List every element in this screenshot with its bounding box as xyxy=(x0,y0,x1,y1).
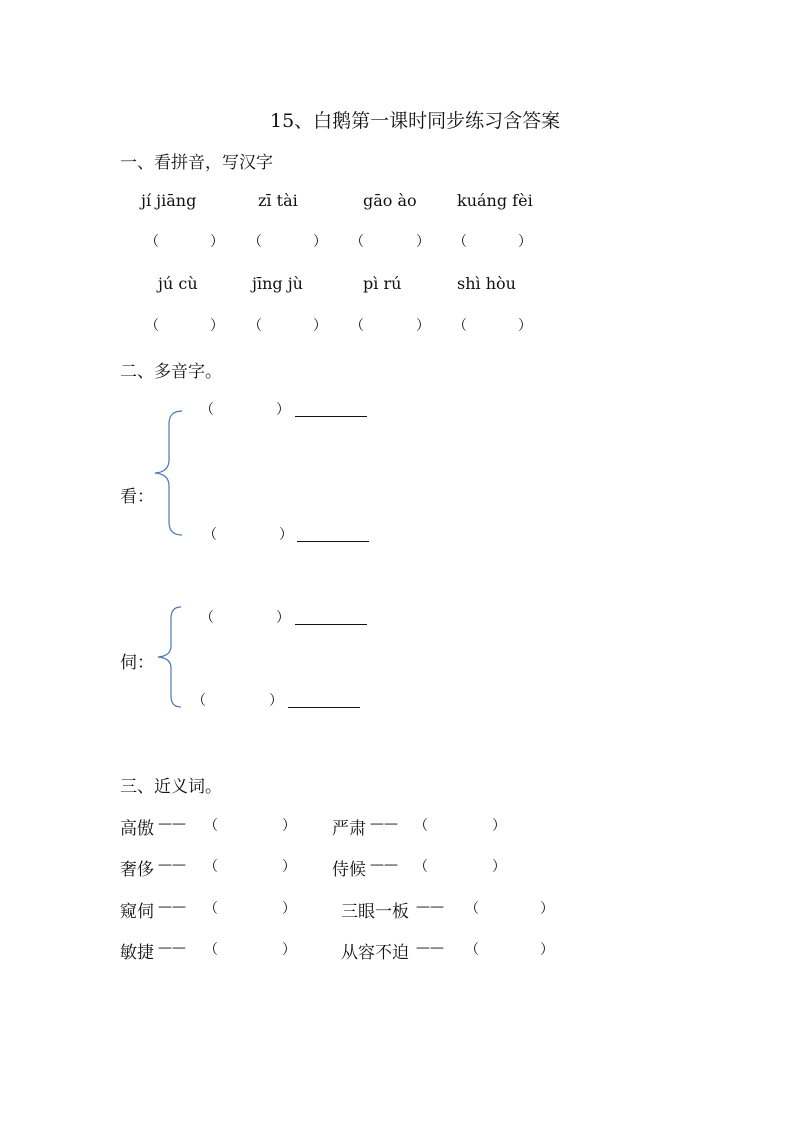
pinyin-item: jí jiāng xyxy=(141,191,197,210)
answer-blank-open: （ xyxy=(204,859,218,875)
page-title: 15、白鹅第一课时同步练习含答案 xyxy=(270,110,561,132)
answer-blank-close: ） xyxy=(210,234,224,250)
dash: —— xyxy=(370,816,398,832)
answer-blank-close: ） xyxy=(313,234,327,250)
answer-blank-open: （ xyxy=(200,402,214,418)
pinyin-item: shì hòu xyxy=(457,274,516,293)
answer-blank-close: ） xyxy=(313,318,327,334)
synonym-word: 从容不迫 xyxy=(341,943,409,963)
section-2-heading: 二、多音字。 xyxy=(120,362,222,382)
answer-blank-open: （ xyxy=(204,901,218,917)
answer-blank-open: （ xyxy=(350,318,364,334)
answer-blank-open: （ xyxy=(414,818,428,834)
section-1-heading: 一、看拼音，写汉字 xyxy=(120,153,273,173)
section-3-heading: 三、近义词。 xyxy=(120,777,222,797)
polyphone-char: 看： xyxy=(120,487,154,507)
answer-blank-open: （ xyxy=(465,942,479,958)
answer-blank-close: ） xyxy=(276,610,290,626)
answer-blank-close: ） xyxy=(492,859,506,875)
dash: —— xyxy=(158,899,186,915)
synonym-word: 侍候 xyxy=(332,860,366,880)
answer-blank-close: ） xyxy=(416,234,430,250)
synonym-word: 奢侈 xyxy=(120,860,154,880)
answer-blank-close: ） xyxy=(282,859,296,875)
brace-icon xyxy=(155,606,185,712)
answer-line xyxy=(295,624,367,625)
answer-blank-open: （ xyxy=(465,901,479,917)
answer-blank-close: ） xyxy=(416,318,430,334)
answer-blank-open: （ xyxy=(453,234,467,250)
dash: —— xyxy=(416,899,444,915)
answer-blank-close: ） xyxy=(279,527,293,543)
synonym-word: 高傲 xyxy=(120,819,154,839)
answer-line xyxy=(295,416,367,417)
answer-blank-close: ） xyxy=(540,942,554,958)
answer-blank-open: （ xyxy=(414,859,428,875)
answer-blank-open: （ xyxy=(204,942,218,958)
answer-line xyxy=(297,541,369,542)
synonym-word: 严肃 xyxy=(332,819,366,839)
synonym-word: 窥伺 xyxy=(120,902,154,922)
brace-icon xyxy=(152,410,188,540)
answer-blank-close: ） xyxy=(269,693,283,709)
dash: —— xyxy=(370,857,398,873)
answer-blank-open: （ xyxy=(192,693,206,709)
dash: —— xyxy=(416,940,444,956)
answer-blank-open: （ xyxy=(248,318,262,334)
dash: —— xyxy=(158,816,186,832)
pinyin-item: jīng jù xyxy=(252,274,303,293)
pinyin-item: zī tài xyxy=(258,191,298,210)
answer-blank-close: ） xyxy=(282,901,296,917)
dash: —— xyxy=(158,940,186,956)
answer-blank-close: ） xyxy=(276,402,290,418)
pinyin-item: gāo ào xyxy=(363,191,417,210)
answer-blank-open: （ xyxy=(350,234,364,250)
answer-blank-close: ） xyxy=(282,942,296,958)
answer-blank-open: （ xyxy=(453,318,467,334)
pinyin-item: kuáng fèi xyxy=(457,191,533,210)
answer-blank-close: ） xyxy=(492,818,506,834)
answer-blank-open: （ xyxy=(248,234,262,250)
synonym-word: 三眼一板 xyxy=(341,902,409,922)
answer-blank-open: （ xyxy=(203,527,217,543)
pinyin-item: jú cù xyxy=(158,274,198,293)
polyphone-char: 伺： xyxy=(120,653,154,673)
answer-blank-open: （ xyxy=(145,318,159,334)
answer-line xyxy=(288,707,360,708)
answer-blank-close: ） xyxy=(518,234,532,250)
answer-blank-close: ） xyxy=(282,818,296,834)
answer-blank-close: ） xyxy=(518,318,532,334)
synonym-word: 敏捷 xyxy=(120,943,154,963)
answer-blank-open: （ xyxy=(145,234,159,250)
answer-blank-open: （ xyxy=(200,610,214,626)
answer-blank-open: （ xyxy=(204,818,218,834)
answer-blank-close: ） xyxy=(540,901,554,917)
pinyin-item: pì rú xyxy=(363,274,402,293)
dash: —— xyxy=(158,857,186,873)
answer-blank-close: ） xyxy=(210,318,224,334)
